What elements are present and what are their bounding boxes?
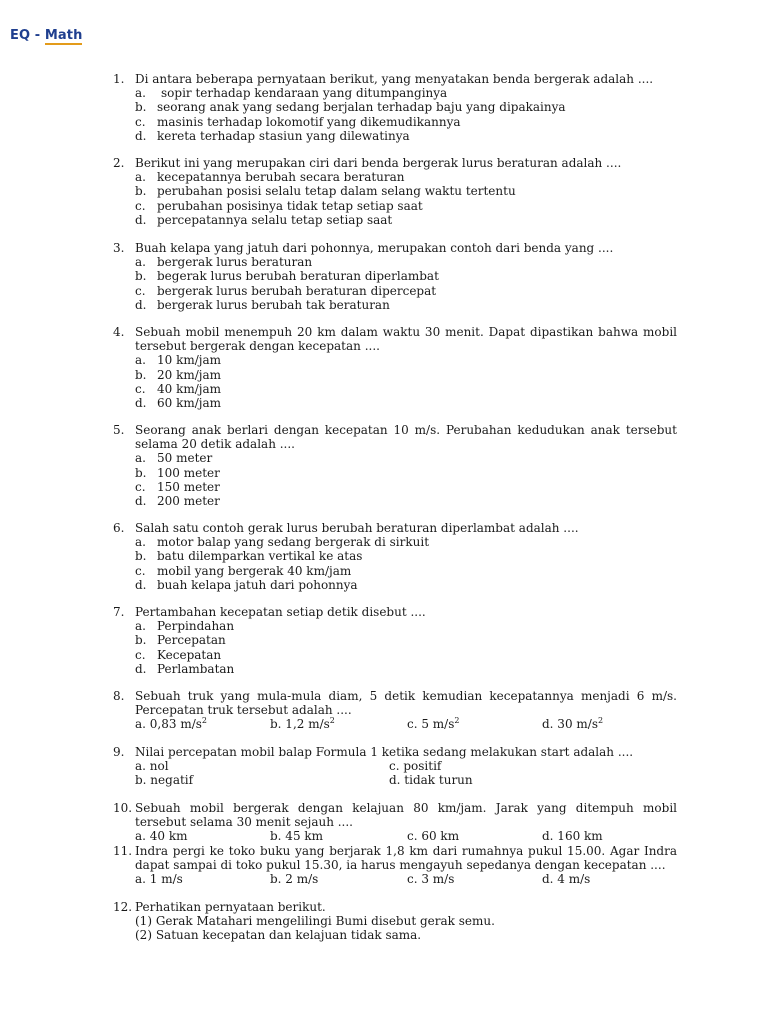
option-a: a. 10 km/jam [135, 353, 222, 368]
option-b: b. seorang anak yang sedang berjalan terhadap baju yang dipakainya [135, 100, 566, 115]
question-number: 3. [113, 241, 125, 255]
question-6 [113, 521, 677, 592]
question-text: Indra pergi ke toko buku yang berjarak 1,8 km dari rumahnya pukul 15.00. Agar Indra dapat sampai di toko pukul 15.30, ia harus mengayuh sepedanya dengan kecepatan .... [135, 844, 677, 873]
question-number: 1. [113, 72, 125, 86]
options-row [113, 759, 677, 773]
question-text: Sebuah mobil menempuh 20 km dalam waktu 30 menit. Dapat dipastikan bahwa mobil tersebut bergerak dengan kecepatan .... [135, 325, 677, 354]
option-b: b. Percepatan [135, 633, 226, 648]
question-number: 10. [113, 801, 133, 815]
option-d: d. 4 m/s [542, 872, 591, 887]
option-a: a. motor balap yang sedang bergerak di sirkuit [135, 535, 430, 550]
option-c: c. 40 km/jam [135, 381, 222, 396]
question-4 [113, 325, 677, 410]
option-d: d. 200 meter [135, 494, 220, 509]
question-3 [113, 241, 677, 312]
question-5 [113, 423, 677, 508]
option-b: b. 2 m/s [270, 872, 319, 887]
option-a: a. bergerak lurus beraturan [135, 255, 313, 270]
option-c: c. masinis terhadap lokomotif yang dikemudikannya [135, 114, 461, 129]
option-a: a. sopir terhadap kendaraan yang ditumpanginya [135, 86, 448, 101]
option-d: d. buah kelapa jatuh dari pohonnya [135, 577, 358, 592]
question-number: 9. [113, 745, 125, 759]
option-a: a. kecepatannya berubah secara beraturan [135, 170, 405, 185]
option-d: d. 160 km [542, 829, 603, 844]
option-c: c. mobil yang bergerak 40 km/jam [135, 563, 352, 578]
option-b: b. 100 meter [135, 465, 220, 480]
question-number: 8. [113, 689, 125, 703]
option-a: a. Perpindahan [135, 619, 235, 634]
question-number: 5. [113, 423, 125, 437]
option-d: d. bergerak lurus berubah tak beraturan [135, 297, 390, 312]
question-text: Sebuah truk yang mula-mula diam, 5 detik kemudian kecepatannya menjadi 6 m/s. Percepatan truk tersebut adalah .... [135, 689, 677, 718]
question-text: Berikut ini yang merupakan ciri dari benda bergerak lurus beraturan adalah .... [135, 156, 622, 170]
option-c: c. Kecepatan [135, 647, 222, 662]
question-9 [113, 745, 677, 788]
question-number: 11. [113, 844, 133, 858]
option-b: b. batu dilemparkan vertikal ke atas [135, 549, 363, 564]
options-row [113, 717, 677, 731]
question-11 [113, 844, 677, 887]
question-8 [113, 689, 677, 732]
question-text: Perhatikan pernyataan berikut. [135, 900, 326, 914]
option-a: a. 40 km [135, 829, 188, 844]
option-d: d. 60 km/jam [135, 396, 222, 411]
option-a: a. 0,83 $m/s^2$ [135, 716, 207, 732]
question-10 [113, 801, 677, 844]
option-b: b. 45 km [270, 829, 324, 844]
question-1 [113, 72, 677, 143]
option-c: c. 3 m/s [407, 872, 455, 887]
option-d: d. 30 $m/s^2$ [542, 716, 604, 732]
statement-2: (2) Satuan kecepatan dan kelajuan tidak sama. [135, 928, 422, 943]
question-12 [113, 900, 677, 943]
option-a: a. 1 m/s [135, 872, 183, 887]
option-c: c. 150 meter [135, 479, 220, 494]
option-d: d. Perlambatan [135, 661, 235, 676]
statement-1: (1) Gerak Matahari mengelilingi Bumi disebut gerak semu. [135, 914, 495, 929]
question-number: 4. [113, 325, 125, 339]
option-a: a. nol [135, 759, 169, 774]
options-row [113, 829, 677, 843]
option-c: c. 60 km [407, 829, 460, 844]
question-text: Sebuah mobil bergerak dengan kelajuan 80 km/jam. Jarak yang ditempuh mobil tersebut selama 30 menit sejauh .... [135, 801, 677, 830]
option-b: b. perubahan posisi selalu tetap dalam selang waktu tertentu [135, 184, 516, 199]
option-a: a. 50 meter [135, 451, 213, 466]
option-b: b. 1,2 $m/s^2$ [270, 716, 335, 732]
question-2 [113, 156, 677, 227]
question-7 [113, 605, 677, 676]
option-b: b. negatif [135, 773, 194, 788]
option-b: b. 20 km/jam [135, 367, 222, 382]
option-c: c. positif [389, 759, 442, 774]
question-text: Buah kelapa yang jatuh dari pohonnya, merupakan contoh dari benda yang .... [135, 241, 614, 255]
question-number: 7. [113, 605, 125, 619]
option-b: b. begerak lurus berubah beraturan diperlambat [135, 269, 439, 284]
option-c: c. 5 $m/s^2$ [407, 716, 460, 732]
options-row [113, 872, 677, 886]
question-text: Nilai percepatan mobil balap Formula 1 ketika sedang melakukan start adalah .... [135, 745, 634, 759]
option-d: d. kereta terhadap stasiun yang dilewatinya [135, 128, 410, 143]
question-text: Di antara beberapa pernyataan berikut, yang menyatakan benda bergerak adalah .... [135, 72, 654, 86]
question-number: 6. [113, 521, 125, 535]
question-text: Pertambahan kecepatan setiap detik disebut .... [135, 605, 426, 619]
question-text: Salah satu contoh gerak lurus berubah beraturan diperlambat adalah .... [135, 521, 579, 535]
option-c: c. perubahan posisinya tidak tetap setiap saat [135, 198, 423, 213]
option-d: d. percepatannya selalu tetap setiap saat [135, 212, 393, 227]
option-d: d. tidak turun [389, 773, 473, 788]
question-number: 2. [113, 156, 125, 170]
option-c: c. bergerak lurus berubah beraturan dipercepat [135, 283, 437, 298]
question-text: Seorang anak berlari dengan kecepatan 10 m/s. Perubahan kedudukan anak tersebut selama 20 detik adalah .... [135, 423, 677, 452]
eq-math-logo: EQ - Math [10, 28, 83, 43]
question-number: 12. [113, 900, 133, 914]
options-row [113, 773, 677, 787]
